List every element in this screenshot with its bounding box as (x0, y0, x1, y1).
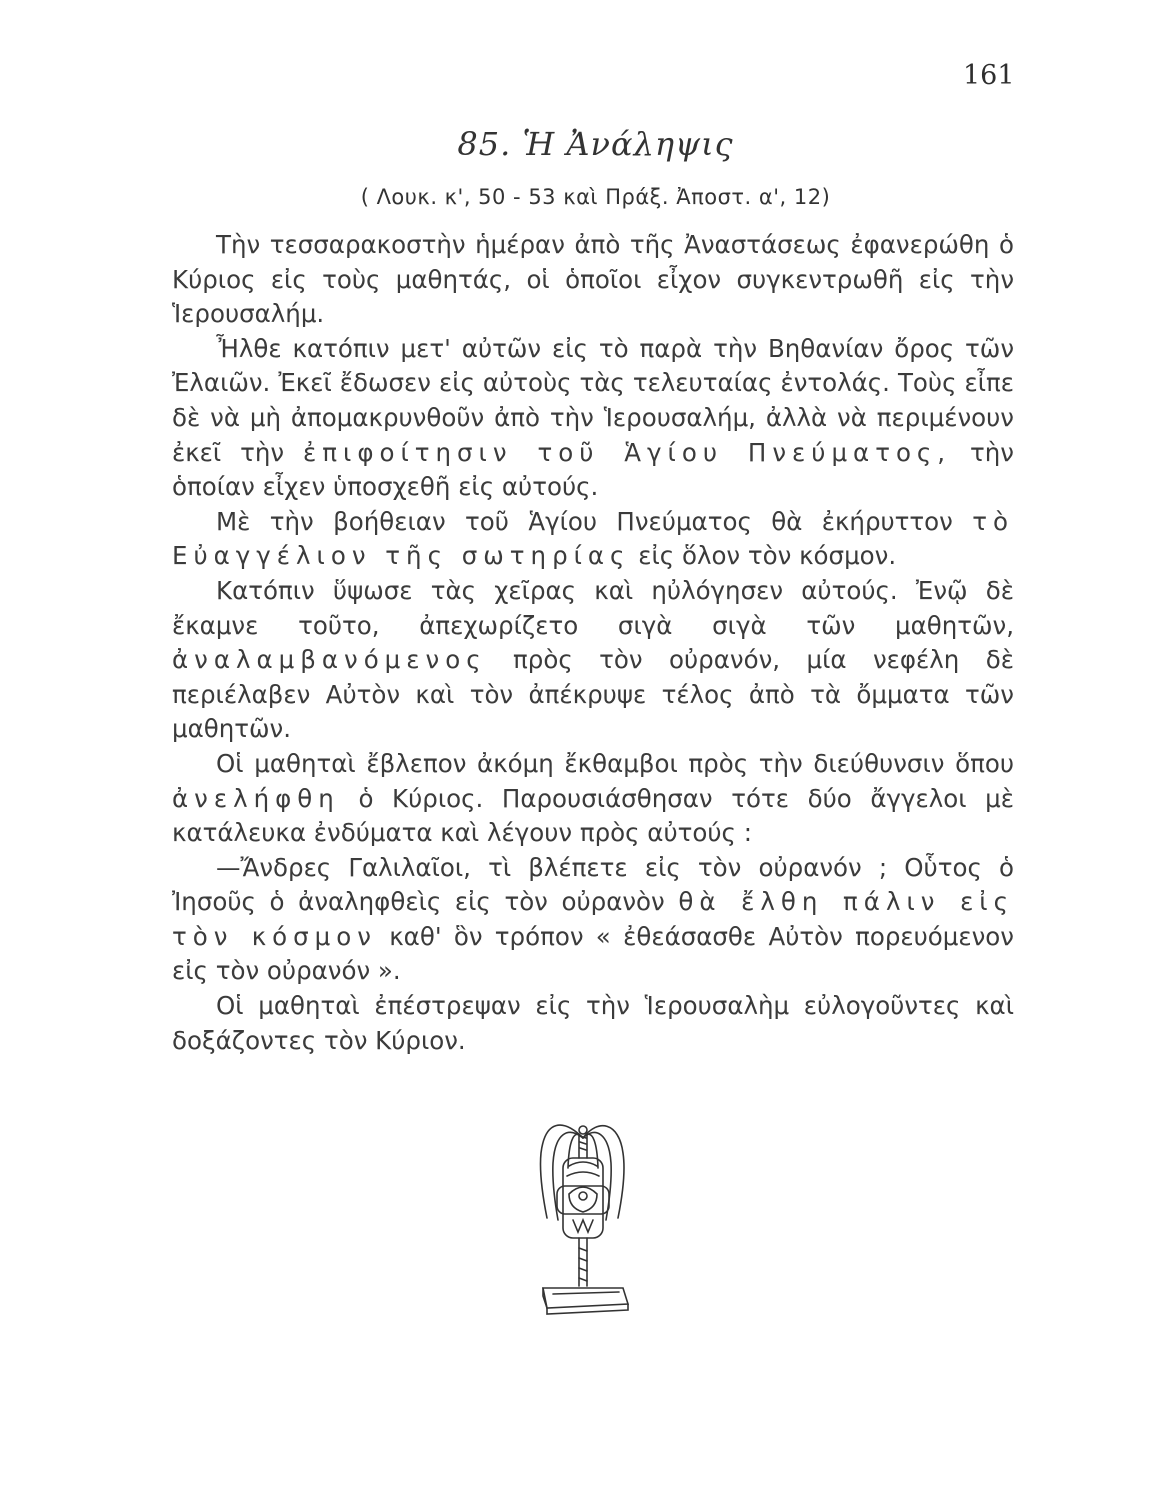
chapter-title: 85. Ἡ Ἀνάληψις (457, 125, 734, 163)
paragraph-5 (172, 747, 1014, 851)
paragraph-4 (172, 574, 1014, 747)
scripture-reference: ( Λουκ. κ', 50 - 53 καὶ Πράξ. Ἀποστ. α', 12) (360, 185, 831, 209)
paragraph-7: Οἱ μαθηταὶ ἐπέστρεψαν εἰς τὴν Ἱερουσαλὴμ εὐλογοῦντες καὶ δοξάζοντες τὸν Κύριον. (172, 991, 1014, 1055)
spaced-emphasis: ἀναλαμβανόμενος (172, 645, 487, 675)
paragraph-1: Τὴν τεσσαρακοστὴν ἡμέραν ἀπὸ τῆς Ἀναστάσεως ἐφανερώθη ὁ Κύριος εἰς τοὺς μαθητάς, οἱ ὁποῖοι εἶχον συγκεντρωθῆ εἰς τὴν Ἱερουσαλήμ. (172, 230, 1014, 329)
spaced-emphasis: τὸ Εὐαγγέλιον τῆς σωτηρίας (172, 506, 1014, 571)
spaced-emphasis: θὰ ἔλθη πάλιν εἰς τὸν κόσμον (172, 887, 1014, 951)
spaced-emphasis: ἐπιφοίτησιν τοῦ Ἁγίου Πνεύματος, (303, 437, 952, 467)
paragraph-2-text: Ἦλθε κατόπιν μετ' αὐτῶν εἰς τὸ παρὰ τὴν Βηθανίαν ὄρος τῶν Ἐλαιῶν. Ἐκεῖ ἔδωσεν εἰς αὐτοὺς τὰς τελευταίας ἐντολάς. Τοὺς εἶπε δὲ νὰ μὴ ἀπομακρυνθοῦν ἀπὸ τὴν Ἱερουσαλήμ, ἀλλὰ νὰ περιμένουν ἐκεῖ τὴν (172, 333, 1014, 467)
page-number: 161 (963, 60, 1015, 91)
paragraph-3 (172, 505, 1014, 574)
paragraph-4-text: Κατόπιν ὕψωσε τὰς χεῖρας καὶ ηὐλόγησεν αὐτούς. Ἐνῷ δὲ ἔκαμνε τοῦτο, ἀπεχωρίζετο σιγὰ σιγὰ τῶν μαθητῶν, (172, 575, 1014, 640)
paragraph-6-text: καθ' ὃν τρόπον « ἐθεάσασθε Αὐτὸν πορευόμενον εἰς τὸν οὐρανόν ». (172, 921, 1014, 986)
paragraph-6 (172, 851, 1014, 989)
paragraph-2 (172, 332, 1014, 505)
ascension-vignette-icon (533, 1108, 633, 1328)
spaced-emphasis: ἀνελήφθη (172, 783, 340, 813)
paragraph-4-text: πρὸς τὸν οὐρανόν, μία νεφέλη δὲ περιέλαβεν Αὐτὸν καὶ τὸν ἀπέκρυψε τέλος ἀπὸ τὰ ὄμματα τῶν μαθητῶν. (172, 645, 1014, 744)
paragraph-2-text: τὴν ὁποίαν εἶχεν ὑποσχεθῆ εἰς αὐτούς. (172, 437, 1014, 502)
paragraph-5-text: ὁ Κύριος. Παρουσιάσθησαν τότε δύο ἄγγελοι μὲ κατάλευκα ἐνδύματα καὶ λέγουν πρὸς αὐτούς : (172, 783, 1014, 848)
paragraph-3-text: Μὲ τὴν βοήθειαν τοῦ Ἁγίου Πνεύματος θὰ ἐκήρυττον (216, 506, 953, 536)
paragraph-3-text: εἰς ὅλον τὸν κόσμον. (638, 541, 897, 571)
body-text (172, 228, 1014, 1058)
paragraph-5-text: Οἱ μαθηταὶ ἔβλεπον ἀκόμη ἔκθαμβοι πρὸς τὴν διεύθυνσιν ὅπου (216, 748, 1014, 778)
paragraph-6-text: —Ἄνδρες Γαλιλαῖοι, τὶ βλέπετε εἰς τὸν οὐρανόν ; Οὗτος ὁ Ἰησοῦς ὁ ἀναληφθεὶς εἰς τὸν οὐρανὸν (172, 852, 1014, 917)
